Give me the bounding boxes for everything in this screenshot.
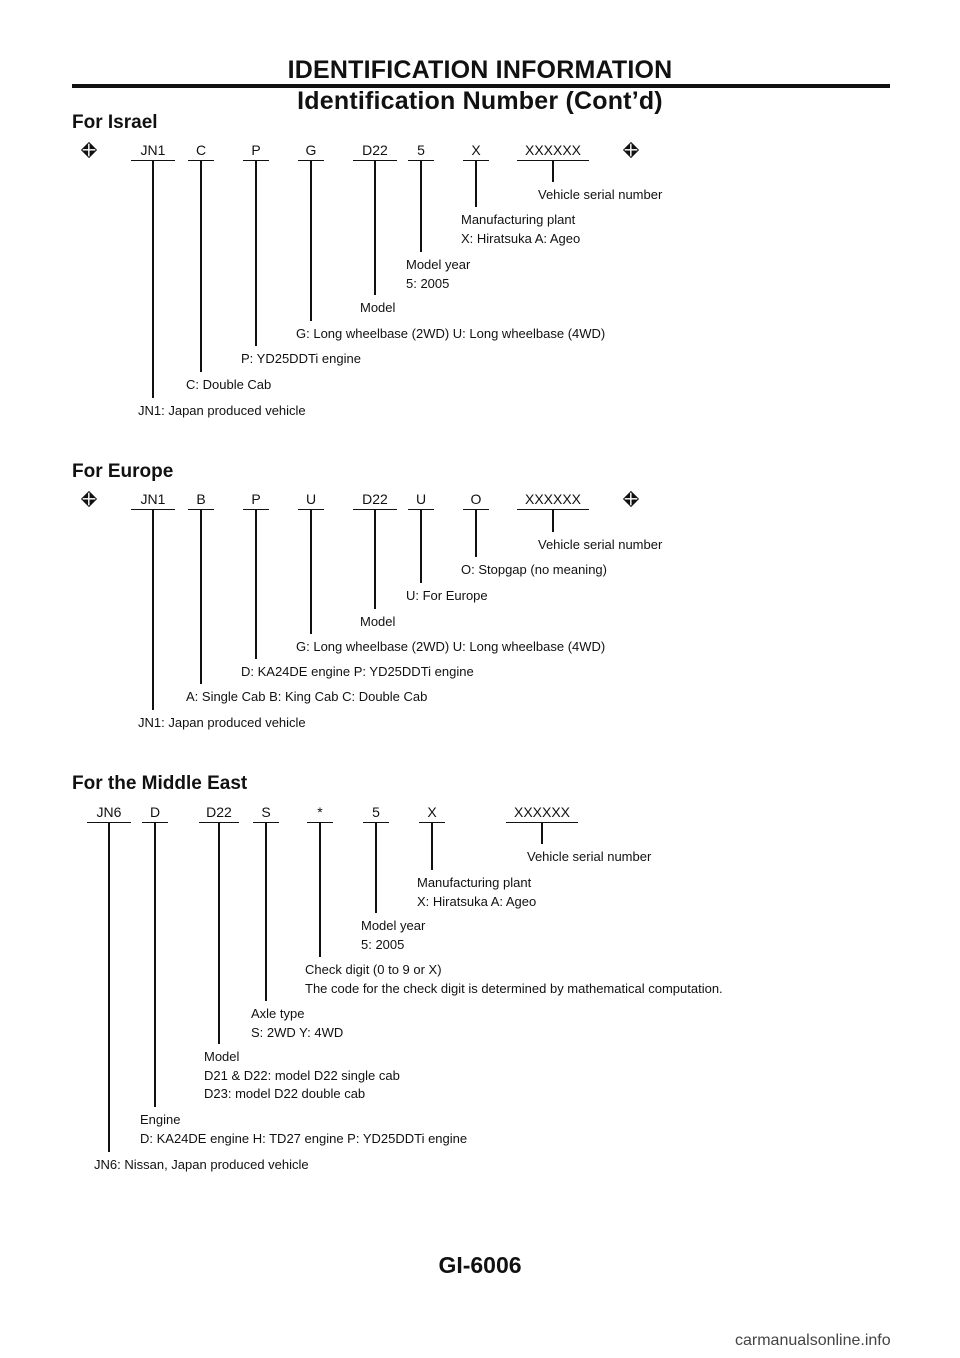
vin-code-segment: XXXXXX: [513, 804, 571, 820]
leader-line: [265, 822, 266, 1001]
code-description: [251, 1005, 343, 1042]
leader-line: [475, 160, 476, 207]
leader-line: [255, 160, 256, 346]
vin-start-marker-icon: [80, 490, 98, 508]
vin-end-marker-icon: [622, 490, 640, 508]
code-description: [406, 256, 470, 293]
leader-line: [374, 509, 375, 609]
vin-code-segment: C: [195, 142, 207, 158]
description-line: The code for the check digit is determined by mathematical computation.: [305, 980, 723, 996]
leader-line: [154, 822, 155, 1107]
description-line: X: Hiratsuka A: Ageo: [417, 893, 537, 909]
code-description: [296, 638, 605, 657]
vin-code-segment: JN1: [140, 142, 166, 158]
leader-line: [374, 160, 375, 295]
description-line: Model: [360, 300, 396, 315]
code-description: [296, 325, 605, 344]
description-line: Model: [360, 614, 396, 629]
leader-line: [200, 509, 201, 684]
description-line: P: YD25DDTi engine: [241, 351, 361, 366]
vin-end-marker-icon: [622, 141, 640, 159]
leader-line: [475, 509, 476, 557]
description-line: O: Stopgap (no meaning): [461, 562, 607, 577]
description-line: C: Double Cab: [186, 377, 272, 392]
leader-line: [152, 509, 153, 710]
code-description: [538, 186, 662, 205]
description-line: Model year: [406, 257, 471, 272]
leader-line: [420, 509, 421, 583]
leader-line: [431, 822, 432, 870]
description-line: Vehicle serial number: [538, 537, 663, 552]
vin-start-marker-glyph: [80, 490, 98, 508]
code-description: [461, 211, 580, 248]
vin-code-segment: *: [317, 804, 323, 820]
leader-line: [310, 509, 311, 634]
vin-code-segment: P: [251, 491, 261, 507]
section-title-europe: For Europe: [72, 461, 174, 482]
vin-code-segment: D: [149, 804, 161, 820]
leader-line: [108, 822, 109, 1152]
description-line: JN1: Japan produced vehicle: [138, 715, 306, 730]
vin-code-segment: XXXXXX: [524, 142, 582, 158]
leader-line: [375, 822, 376, 913]
vin-code-segment: B: [196, 491, 206, 507]
vin-code-segment: 5: [417, 142, 425, 158]
code-description: [138, 402, 306, 421]
vin-code-segment: JN1: [140, 491, 166, 507]
vin-code-segment: D22: [362, 491, 388, 507]
vin-end-marker-glyph: [622, 490, 640, 508]
code-description: [538, 536, 662, 555]
vin-start-marker-glyph: [80, 141, 98, 159]
leader-line: [218, 822, 219, 1044]
watermark: carmanualsonline.info: [735, 1332, 891, 1349]
code-description: [138, 714, 306, 733]
code-description: [186, 688, 427, 707]
description-line: X: Hiratsuka A: Ageo: [461, 230, 581, 246]
vin-code-segment: XXXXXX: [524, 491, 582, 507]
description-line: Manufacturing plant: [417, 875, 532, 890]
vin-start-marker-icon: [80, 141, 98, 159]
vin-code-segment: G: [305, 142, 317, 158]
code-description: [241, 350, 361, 369]
vin-code-segment: P: [251, 142, 261, 158]
page-number: GI-6006: [438, 1252, 522, 1278]
vin-code-segment: U: [415, 491, 427, 507]
leader-line: [255, 509, 256, 659]
description-line: Manufacturing plant: [461, 212, 576, 227]
description-line: G: Long wheelbase (2WD) U: Long wheelbase (4WD): [296, 639, 606, 654]
description-line: Engine: [140, 1112, 181, 1127]
code-description: [360, 613, 395, 632]
description-line: Vehicle serial number: [527, 849, 652, 864]
description-line: Check digit (0 to 9 or X): [305, 962, 442, 977]
leader-line: [552, 509, 553, 532]
code-description: [417, 874, 536, 911]
description-line: U: For Europe: [406, 588, 488, 603]
code-description: [94, 1156, 309, 1175]
code-description: [140, 1111, 467, 1148]
leader-line: [552, 160, 553, 182]
description-line: Model year: [361, 918, 426, 933]
leader-line: [420, 160, 421, 252]
code-description: [406, 587, 488, 606]
code-description: [204, 1048, 400, 1104]
code-description: [461, 561, 607, 580]
vin-code-segment: JN6: [96, 804, 122, 820]
description-line: S: 2WD Y: 4WD: [251, 1024, 344, 1040]
code-description: [527, 848, 651, 867]
description-line: Axle type: [251, 1006, 305, 1021]
vin-code-segment: O: [470, 491, 482, 507]
section-title-israel: For Israel: [72, 112, 158, 133]
description-line: 5: 2005: [406, 275, 450, 291]
section-title-middle-east: For the Middle East: [72, 773, 248, 794]
vin-code-segment: D22: [206, 804, 232, 820]
leader-line: [319, 822, 320, 957]
vin-code-segment: S: [261, 804, 271, 820]
vin-code-segment: X: [471, 142, 481, 158]
vin-end-marker-glyph: [622, 141, 640, 159]
leader-line: [310, 160, 311, 321]
description-line: D21 & D22: model D22 single cab: [204, 1067, 400, 1083]
vin-code-segment: D22: [362, 142, 388, 158]
vin-code-segment: 5: [372, 804, 380, 820]
description-line: JN1: Japan produced vehicle: [138, 403, 306, 418]
vin-code-segment: X: [427, 804, 437, 820]
code-description: [361, 917, 425, 954]
description-line: A: Single Cab B: King Cab C: Double Cab: [186, 689, 428, 704]
description-line: Vehicle serial number: [538, 187, 663, 202]
leader-line: [541, 822, 542, 844]
description-line: D: KA24DE engine P: YD25DDTi engine: [241, 664, 474, 679]
document-title: IDENTIFICATION INFORMATION: [287, 56, 673, 84]
description-line: JN6: Nissan, Japan produced vehicle: [94, 1157, 309, 1172]
description-line: D23: model D22 double cab: [204, 1086, 366, 1101]
code-description: [360, 299, 395, 318]
description-line: 5: 2005: [361, 936, 405, 952]
code-description: [241, 663, 474, 682]
code-description: [305, 961, 723, 998]
vin-code-segment: U: [305, 491, 317, 507]
description-line: Model: [204, 1049, 240, 1064]
description-line: D: KA24DE engine H: TD27 engine P: YD25DDTi engine: [140, 1130, 468, 1146]
leader-line: [200, 160, 201, 372]
document-subtitle: Identification Number (Cont’d): [297, 87, 663, 115]
leader-line: [152, 160, 153, 398]
description-line: G: Long wheelbase (2WD) U: Long wheelbase (4WD): [296, 326, 606, 341]
code-description: [186, 376, 271, 395]
